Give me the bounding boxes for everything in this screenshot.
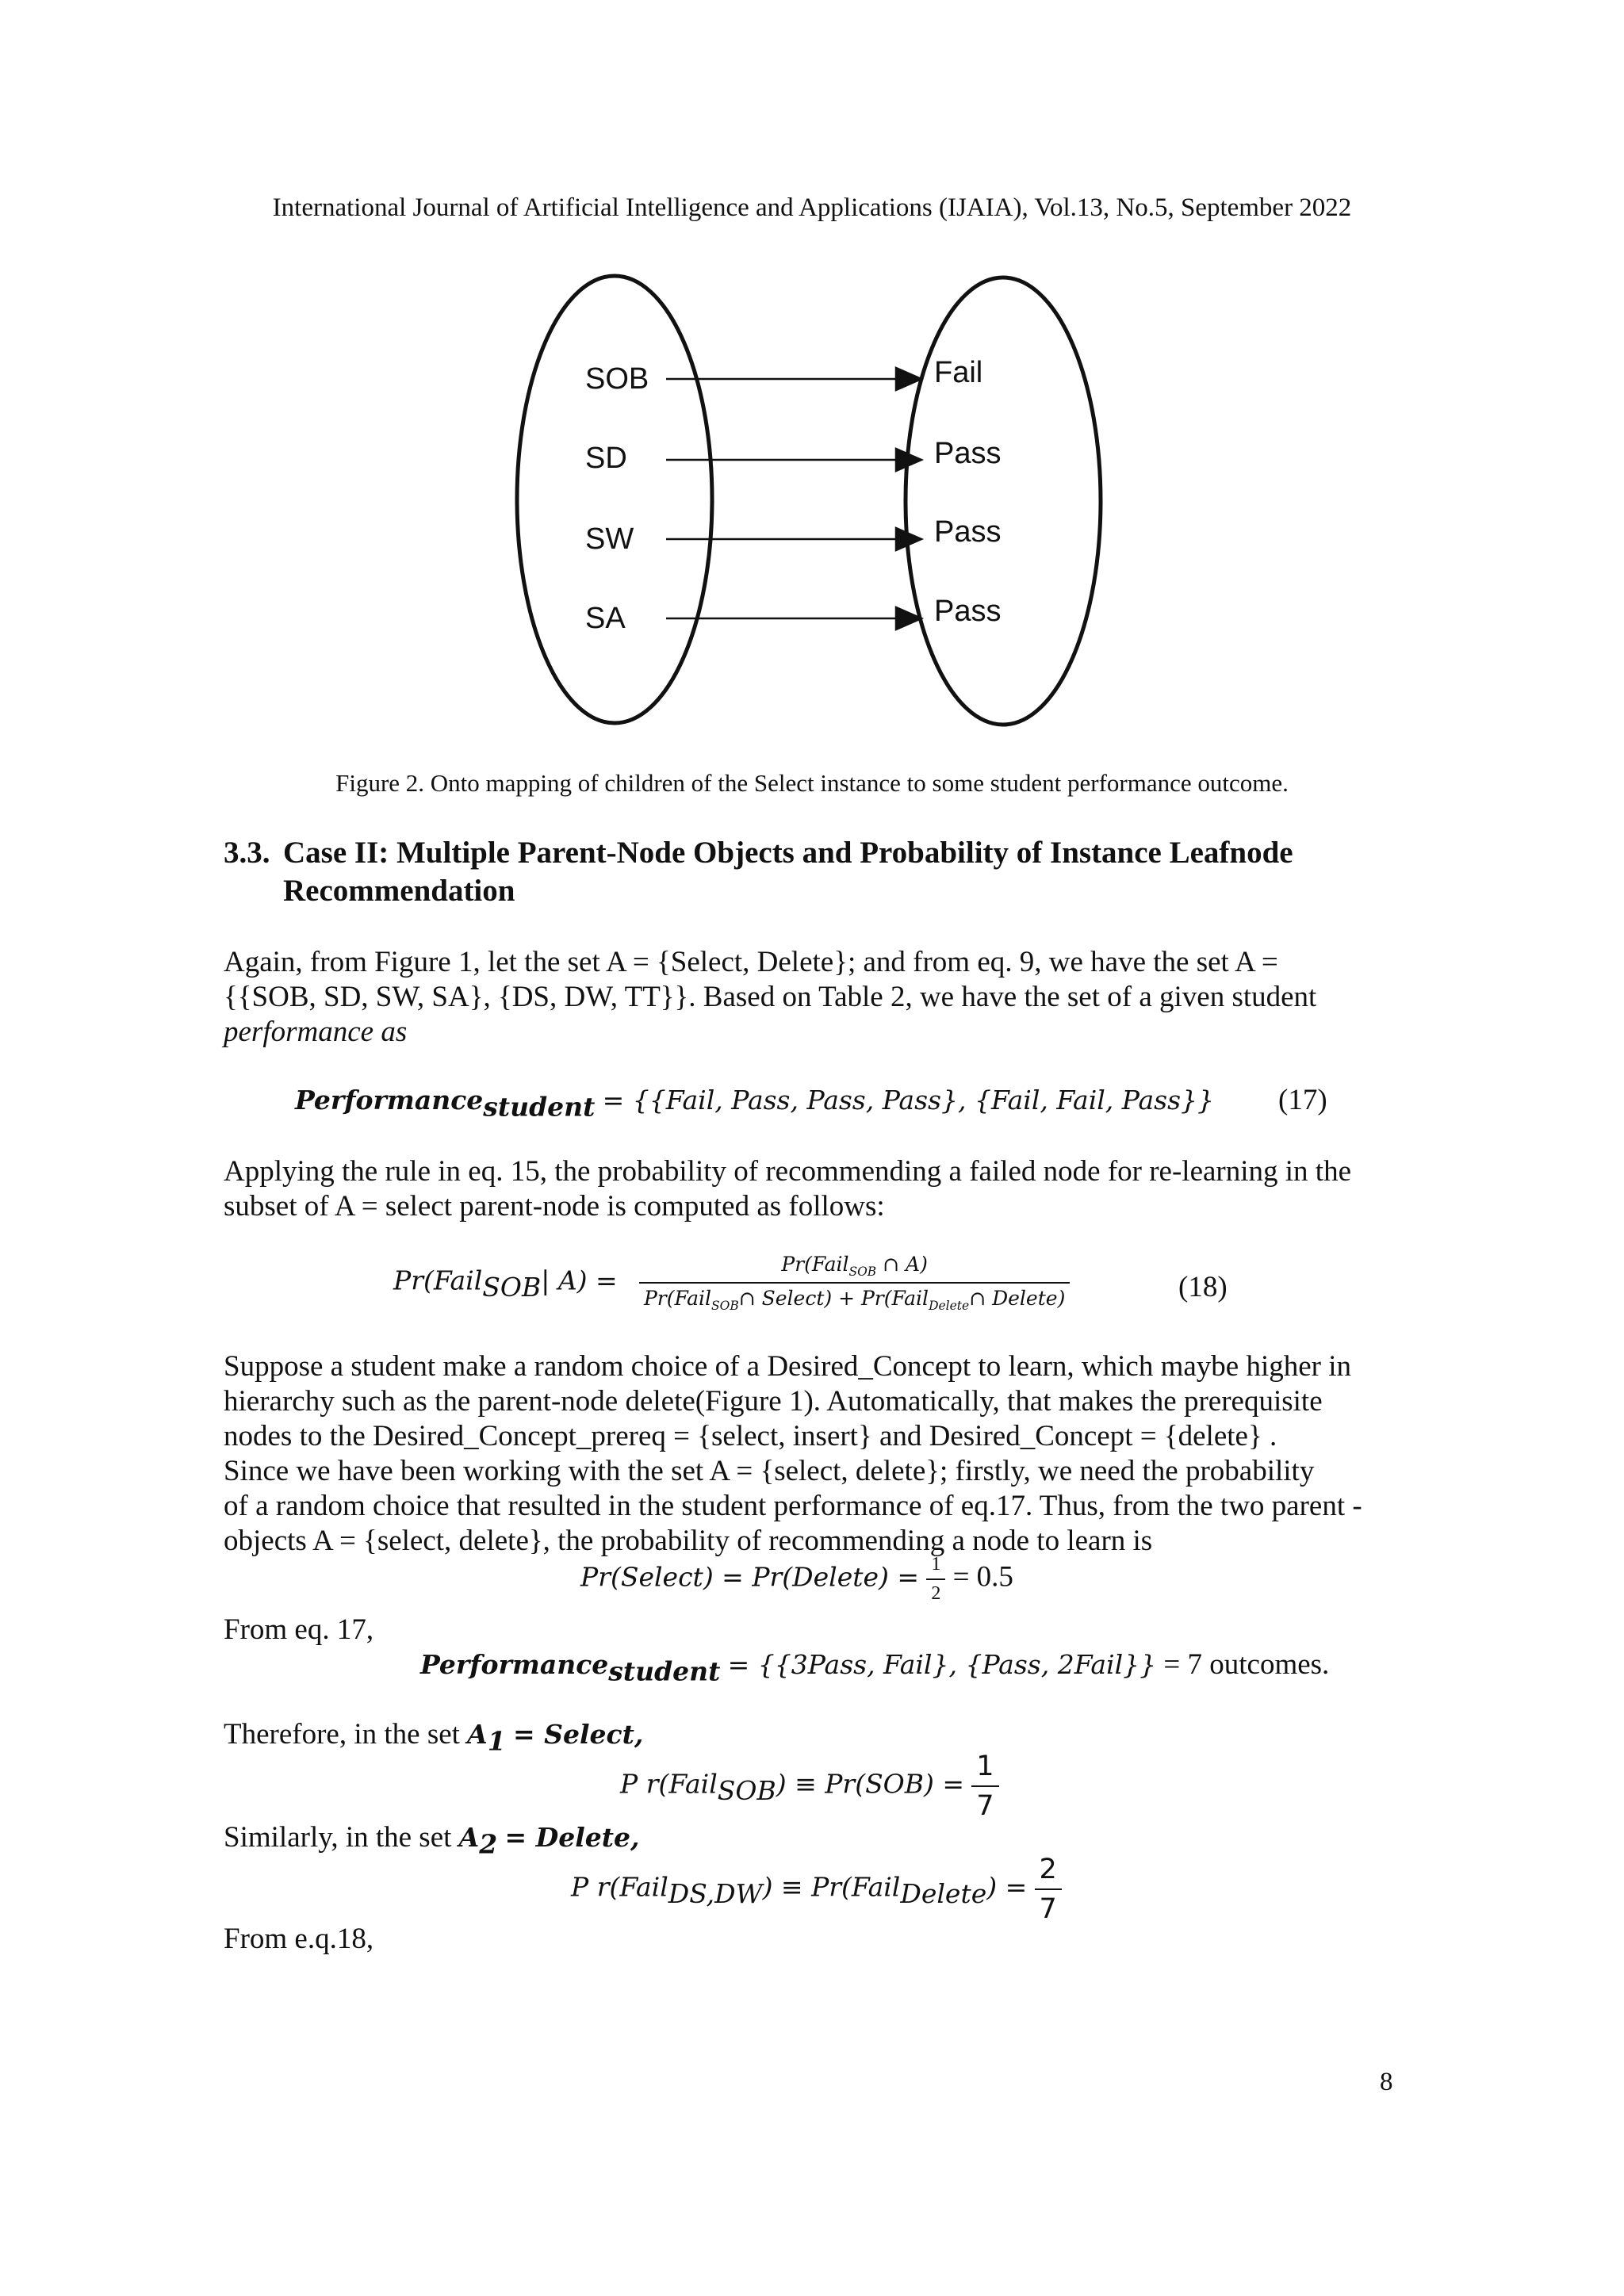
eq-sob-sub: SOB bbox=[717, 1774, 776, 1806]
left-item-sob: SOB bbox=[585, 362, 649, 396]
eq18-lhs-sub: SOB bbox=[482, 1271, 542, 1303]
a2-symbol: A bbox=[458, 1822, 480, 1853]
equation-pr-select-delete bbox=[580, 1554, 1013, 1605]
eq-sob-lhs: P r(Fail bbox=[620, 1768, 718, 1800]
a1-rhs: = Select, bbox=[513, 1719, 644, 1750]
eq-dsdw-sub2: Delete bbox=[900, 1877, 987, 1909]
section-title-line1: Case II: Multiple Parent-Node Objects and Probability of Instance Leafnode bbox=[283, 836, 1293, 870]
eq18-numerator: Pr(Fail$_{SOB}$ ∩ A) bbox=[639, 1253, 1070, 1284]
p3-line6: objects A = {select, delete}, the probability of recommending a node to learn is bbox=[224, 1525, 1153, 1557]
eq17-number: (17) bbox=[1278, 1084, 1327, 1116]
a1-sub: 1 bbox=[487, 1725, 506, 1757]
therefore-text: Therefore, in the set bbox=[224, 1718, 460, 1751]
equation-18 bbox=[393, 1253, 1070, 1313]
from-eq17: From eq. 17, bbox=[224, 1613, 374, 1646]
perf2-lhs: Performance bbox=[420, 1649, 609, 1680]
p3-line4: Since we have been working with the set A = {select, delete}; firstly, we need the probability bbox=[224, 1455, 1315, 1487]
left-item-sa: SA bbox=[585, 602, 626, 635]
eq-pr-text: Pr(Select) = Pr(Delete) = bbox=[580, 1561, 920, 1593]
p1-line3: performance as bbox=[224, 1016, 408, 1048]
eq-dsdw-fraction: $\frac{2}{7}$ bbox=[1035, 1854, 1062, 1925]
eq-sob-fraction: $\frac{1}{7}$ bbox=[971, 1751, 998, 1822]
a2-sub: 2 bbox=[479, 1828, 498, 1860]
eq17-lhs: Performance bbox=[295, 1085, 484, 1115]
eq18-lhs-end: | A) = bbox=[541, 1265, 618, 1296]
p3-line3: nodes to the Desired_Concept_prereq = {select, insert} and Desired_Concept = {delete} . bbox=[224, 1420, 1277, 1452]
eq18-lhs: Pr(Fail bbox=[393, 1265, 483, 1296]
left-item-sd: SD bbox=[585, 442, 627, 475]
p1-line1: Again, from Figure 1, let the set A = {Select, Delete}; and from eq. 9, we have the set A = bbox=[224, 946, 1278, 978]
p1-line2: {{SOB, SD, SW, SA}, {DS, DW, TT}}. Based on Table 2, we have the set of a given student bbox=[224, 981, 1317, 1013]
a1-symbol: A bbox=[467, 1719, 488, 1750]
eq17-rhs: = {{Fail, Pass, Pass, Pass}, {Fail, Fail, Pass}} bbox=[602, 1085, 1215, 1115]
p2-line1: Applying the rule in eq. 15, the probability of recommending a failed node for re-learning in the bbox=[224, 1155, 1352, 1188]
left-item-sw: SW bbox=[585, 522, 634, 556]
eq-dsdw-lhs: P r(Fail bbox=[571, 1871, 668, 1903]
section-number: 3.3. bbox=[224, 836, 270, 870]
eq-dsdw-sub: DS,DW bbox=[668, 1877, 763, 1909]
from-eq18: From e.q.18, bbox=[224, 1923, 374, 1955]
page-number: 8 bbox=[1380, 2068, 1393, 2096]
eq-sob-mid: ) ≡ Pr(SOB) = bbox=[776, 1768, 965, 1800]
perf2-rhs: = {{3Pass, Fail}, {Pass, 2Fail}} bbox=[727, 1649, 1157, 1680]
running-header: International Journal of Artificial Intelligence and Applications (IJAIA), Vol.13, No.5, September 2022 bbox=[272, 193, 1352, 222]
p3-line1: Suppose a student make a random choice of a Desired_Concept to learn, which maybe higher in bbox=[224, 1350, 1352, 1383]
p2-line2: subset of A = select parent-node is computed as follows: bbox=[224, 1190, 885, 1223]
eq-dsdw-end: ) = bbox=[986, 1871, 1028, 1903]
equation-fail-sob bbox=[620, 1751, 999, 1822]
right-item-pass-1: Pass bbox=[934, 437, 1002, 470]
figure-2-diagram bbox=[492, 270, 1126, 745]
figure-caption: Figure 2. Onto mapping of children of the Select instance to some student performance outcome. bbox=[335, 769, 1289, 797]
equation-performance-outcomes bbox=[420, 1647, 1329, 1686]
eq18-number: (18) bbox=[1178, 1271, 1228, 1303]
perf2-sub: student bbox=[608, 1655, 721, 1687]
therefore-line bbox=[224, 1717, 643, 1756]
perf2-tail: = 7 outcomes. bbox=[1163, 1648, 1330, 1681]
equation-17 bbox=[295, 1083, 1214, 1122]
equation-fail-dsdw bbox=[571, 1854, 1062, 1925]
right-item-pass-3: Pass bbox=[934, 595, 1002, 628]
eq18-denominator: Pr(Fail$_{SOB}$∩ Select) + Pr(Fail$_{Delete}$∩ Delete) bbox=[643, 1287, 1066, 1313]
right-item-fail: Fail bbox=[934, 356, 983, 389]
section-title-line2: Recommendation bbox=[283, 874, 515, 908]
eq-dsdw-mid: ) ≡ Pr(Fail bbox=[762, 1871, 901, 1903]
right-item-pass-2: Pass bbox=[934, 515, 1002, 549]
eq-pr-value: = 0.5 bbox=[952, 1560, 1013, 1594]
p3-line2: hierarchy such as the parent-node delete(Figure 1). Automatically, that makes the prerequisite bbox=[224, 1385, 1323, 1418]
section-heading bbox=[224, 834, 1413, 910]
eq-pr-fraction: $\frac{1}{2}$ bbox=[926, 1554, 945, 1605]
left-set-ellipse bbox=[517, 276, 712, 723]
a2-rhs: = Delete, bbox=[504, 1822, 640, 1853]
right-set-ellipse bbox=[906, 277, 1101, 725]
similarly-text: Similarly, in the set bbox=[224, 1821, 452, 1854]
eq18-fraction bbox=[639, 1253, 1070, 1313]
p3-line5: of a random choice that resulted in the student performance of eq.17. Thus, from the two parent - bbox=[224, 1490, 1362, 1522]
eq17-sub: student bbox=[483, 1091, 596, 1123]
